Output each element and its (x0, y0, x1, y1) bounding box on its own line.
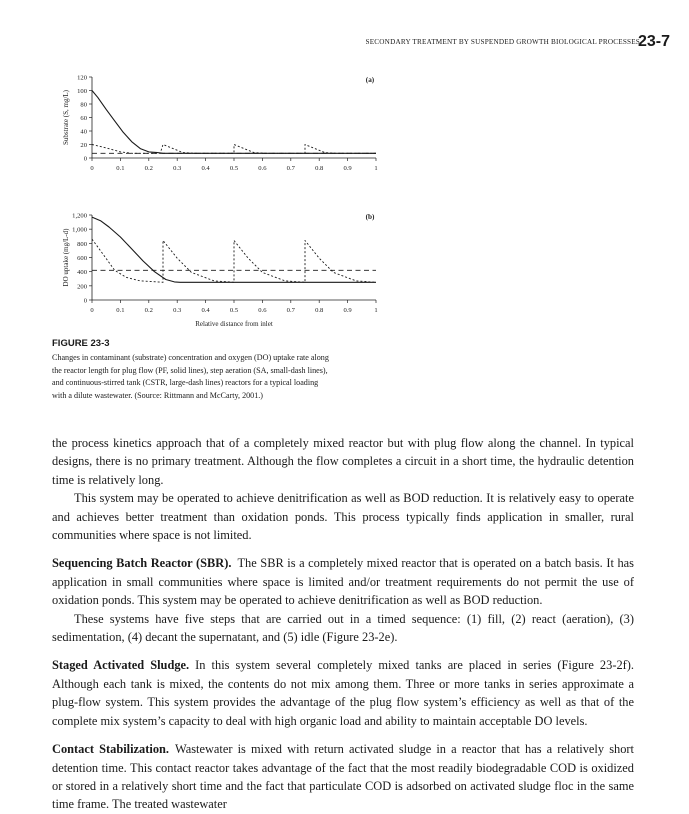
y-tick-label: 0 (83, 155, 87, 163)
y-tick-label: 120 (77, 74, 87, 82)
y-tick-label: 200 (77, 283, 87, 291)
x-tick-label: 0.5 (229, 307, 239, 314)
figure-caption (52, 338, 382, 402)
section-staged-activated-sludge (52, 656, 634, 730)
x-tick-label: 0 (90, 165, 94, 172)
caption-line: the reactor length for plug flow (PF, solid lines), step aeration (SA, small-dash lines), (52, 365, 328, 375)
run-in-heading: Contact Stabilization. (52, 742, 169, 757)
chart-panel-a (62, 75, 378, 173)
series-line-solid (92, 91, 376, 154)
figure-23-3 (0, 0, 689, 340)
y-tick-label: 800 (77, 240, 87, 248)
paragraph-text: Wastewater is mixed with return activated sludge in a reactor that has a relatively short detention time. This contact reactor takes advantage of the fact that the most readily biodegradable COD is oxidized or stored in a relatively short time and the fact that particulate COD is adsorbed on activated sludge floc in the same time frame. The treated wastewater (52, 742, 634, 812)
x-tick-label: 0.1 (116, 165, 125, 172)
x-tick-label: 0.2 (144, 307, 153, 314)
x-tick-label: 0.4 (201, 165, 210, 172)
x-tick-label: 0.1 (116, 307, 125, 314)
y-tick-label: 600 (77, 255, 87, 262)
x-tick-label: 0.9 (343, 307, 352, 314)
y-tick-label: 1,000 (72, 226, 87, 234)
caption-line: and continuous-stirred tank (CSTR, large-dash lines) reactors for a typical loading (52, 378, 319, 387)
x-tick-label: 0.4 (201, 307, 210, 314)
body-text (52, 434, 634, 814)
x-tick-label: 1 (374, 165, 378, 172)
running-head: SECONDARY TREATMENT BY SUSPENDED GROWTH BIOLOGICAL PROCESSES (365, 38, 640, 46)
x-tick-label: 0.9 (343, 165, 352, 172)
y-tick-label: 40 (80, 128, 87, 136)
x-tick-label: 0.8 (315, 165, 324, 172)
run-in-heading: Staged Activated Sludge. (52, 658, 190, 673)
section-contact-stabilization (52, 740, 634, 814)
figure-caption-text (52, 352, 382, 402)
y-tick-label: 80 (80, 101, 87, 109)
x-tick-label: 0.2 (144, 165, 153, 172)
caption-line: with a dilute wastewater. (Source: Rittmann and McCarty, 2001.) (52, 390, 263, 400)
panel-label: (a) (365, 76, 375, 84)
x-tick-label: 0.7 (286, 307, 295, 314)
y-tick-label: 60 (80, 115, 87, 122)
y-axis-title: DO uptake (mg/L-d) (62, 228, 70, 287)
series-line-small-dash (92, 145, 376, 154)
caption-line: Changes in contaminant (substrate) concentration and oxygen (DO) uptake rate along (52, 353, 329, 362)
page-number: 23-7 (637, 33, 670, 50)
y-tick-label: 100 (77, 88, 87, 95)
panel-label: (b) (365, 213, 375, 221)
paragraph: the process kinetics approach that of a completely mixed reactor but with plug flow along the channel. In typical designs, there is no primary treatment. Although the flow completes a circuit in a short time, the hydraulic detention time is relatively long. (52, 436, 634, 487)
x-tick-label: 0.3 (173, 307, 182, 314)
paragraph-text: The SBR is a completely mixed reactor that is operated on a batch basis. It has application in small communities where space is limited and/or treatment requirements do not permit the use of oxidation ponds. This system may be operated to achieve denitrification as well as BOD reduction. (52, 556, 634, 608)
x-tick-label: 0.7 (286, 165, 295, 172)
run-in-heading: Sequencing Batch Reactor (SBR). (52, 556, 232, 571)
x-tick-label: 0.6 (258, 165, 267, 172)
y-tick-label: 400 (77, 269, 87, 277)
chart-panel-b (62, 213, 378, 329)
figure-label: FIGURE 23-3 (52, 338, 110, 349)
section-sbr (52, 554, 634, 609)
x-tick-label: 0.3 (173, 165, 182, 172)
y-tick-label: 20 (80, 142, 87, 149)
y-axis-title: Substrate (S, mg/L) (62, 89, 70, 146)
series-line-solid (92, 217, 376, 282)
paragraph-text: In this system several completely mixed tanks are placed in series (Figure 23-2f). Although each tank is mixed, the contents do not mix among them. Three or more tanks in series approximate a plug-flow system. This system provides the advantage of the plug flow system’s efficiency as well as that of the complete mix system’s capacity to deal with high organic load and ability to maintain acceptable DO levels. (52, 658, 634, 728)
paragraph: These systems have five steps that are carried out in a timed sequence: (1) fill, (2) react (aeration), (3) sedimentation, (4) decant the supernatant, and (5) idle (Figure 23-2e). (52, 611, 634, 645)
x-tick-label: 1 (374, 307, 378, 314)
x-axis-title: Relative distance from inlet (195, 320, 273, 328)
series-line-small-dash (92, 239, 376, 282)
y-tick-label: 1,200 (72, 212, 87, 220)
y-tick-label: 0 (83, 297, 87, 305)
x-tick-label: 0.8 (315, 307, 324, 314)
x-tick-label: 0.5 (229, 165, 239, 172)
paragraph: This system may be operated to achieve denitrification as well as BOD reduction. It is relatively easy to operate and achieves better treatment than oxidation ponds. This process typically finds application in smaller, rural communities where space is not limited. (52, 491, 634, 543)
x-tick-label: 0 (90, 307, 94, 314)
x-tick-label: 0.6 (258, 307, 267, 314)
